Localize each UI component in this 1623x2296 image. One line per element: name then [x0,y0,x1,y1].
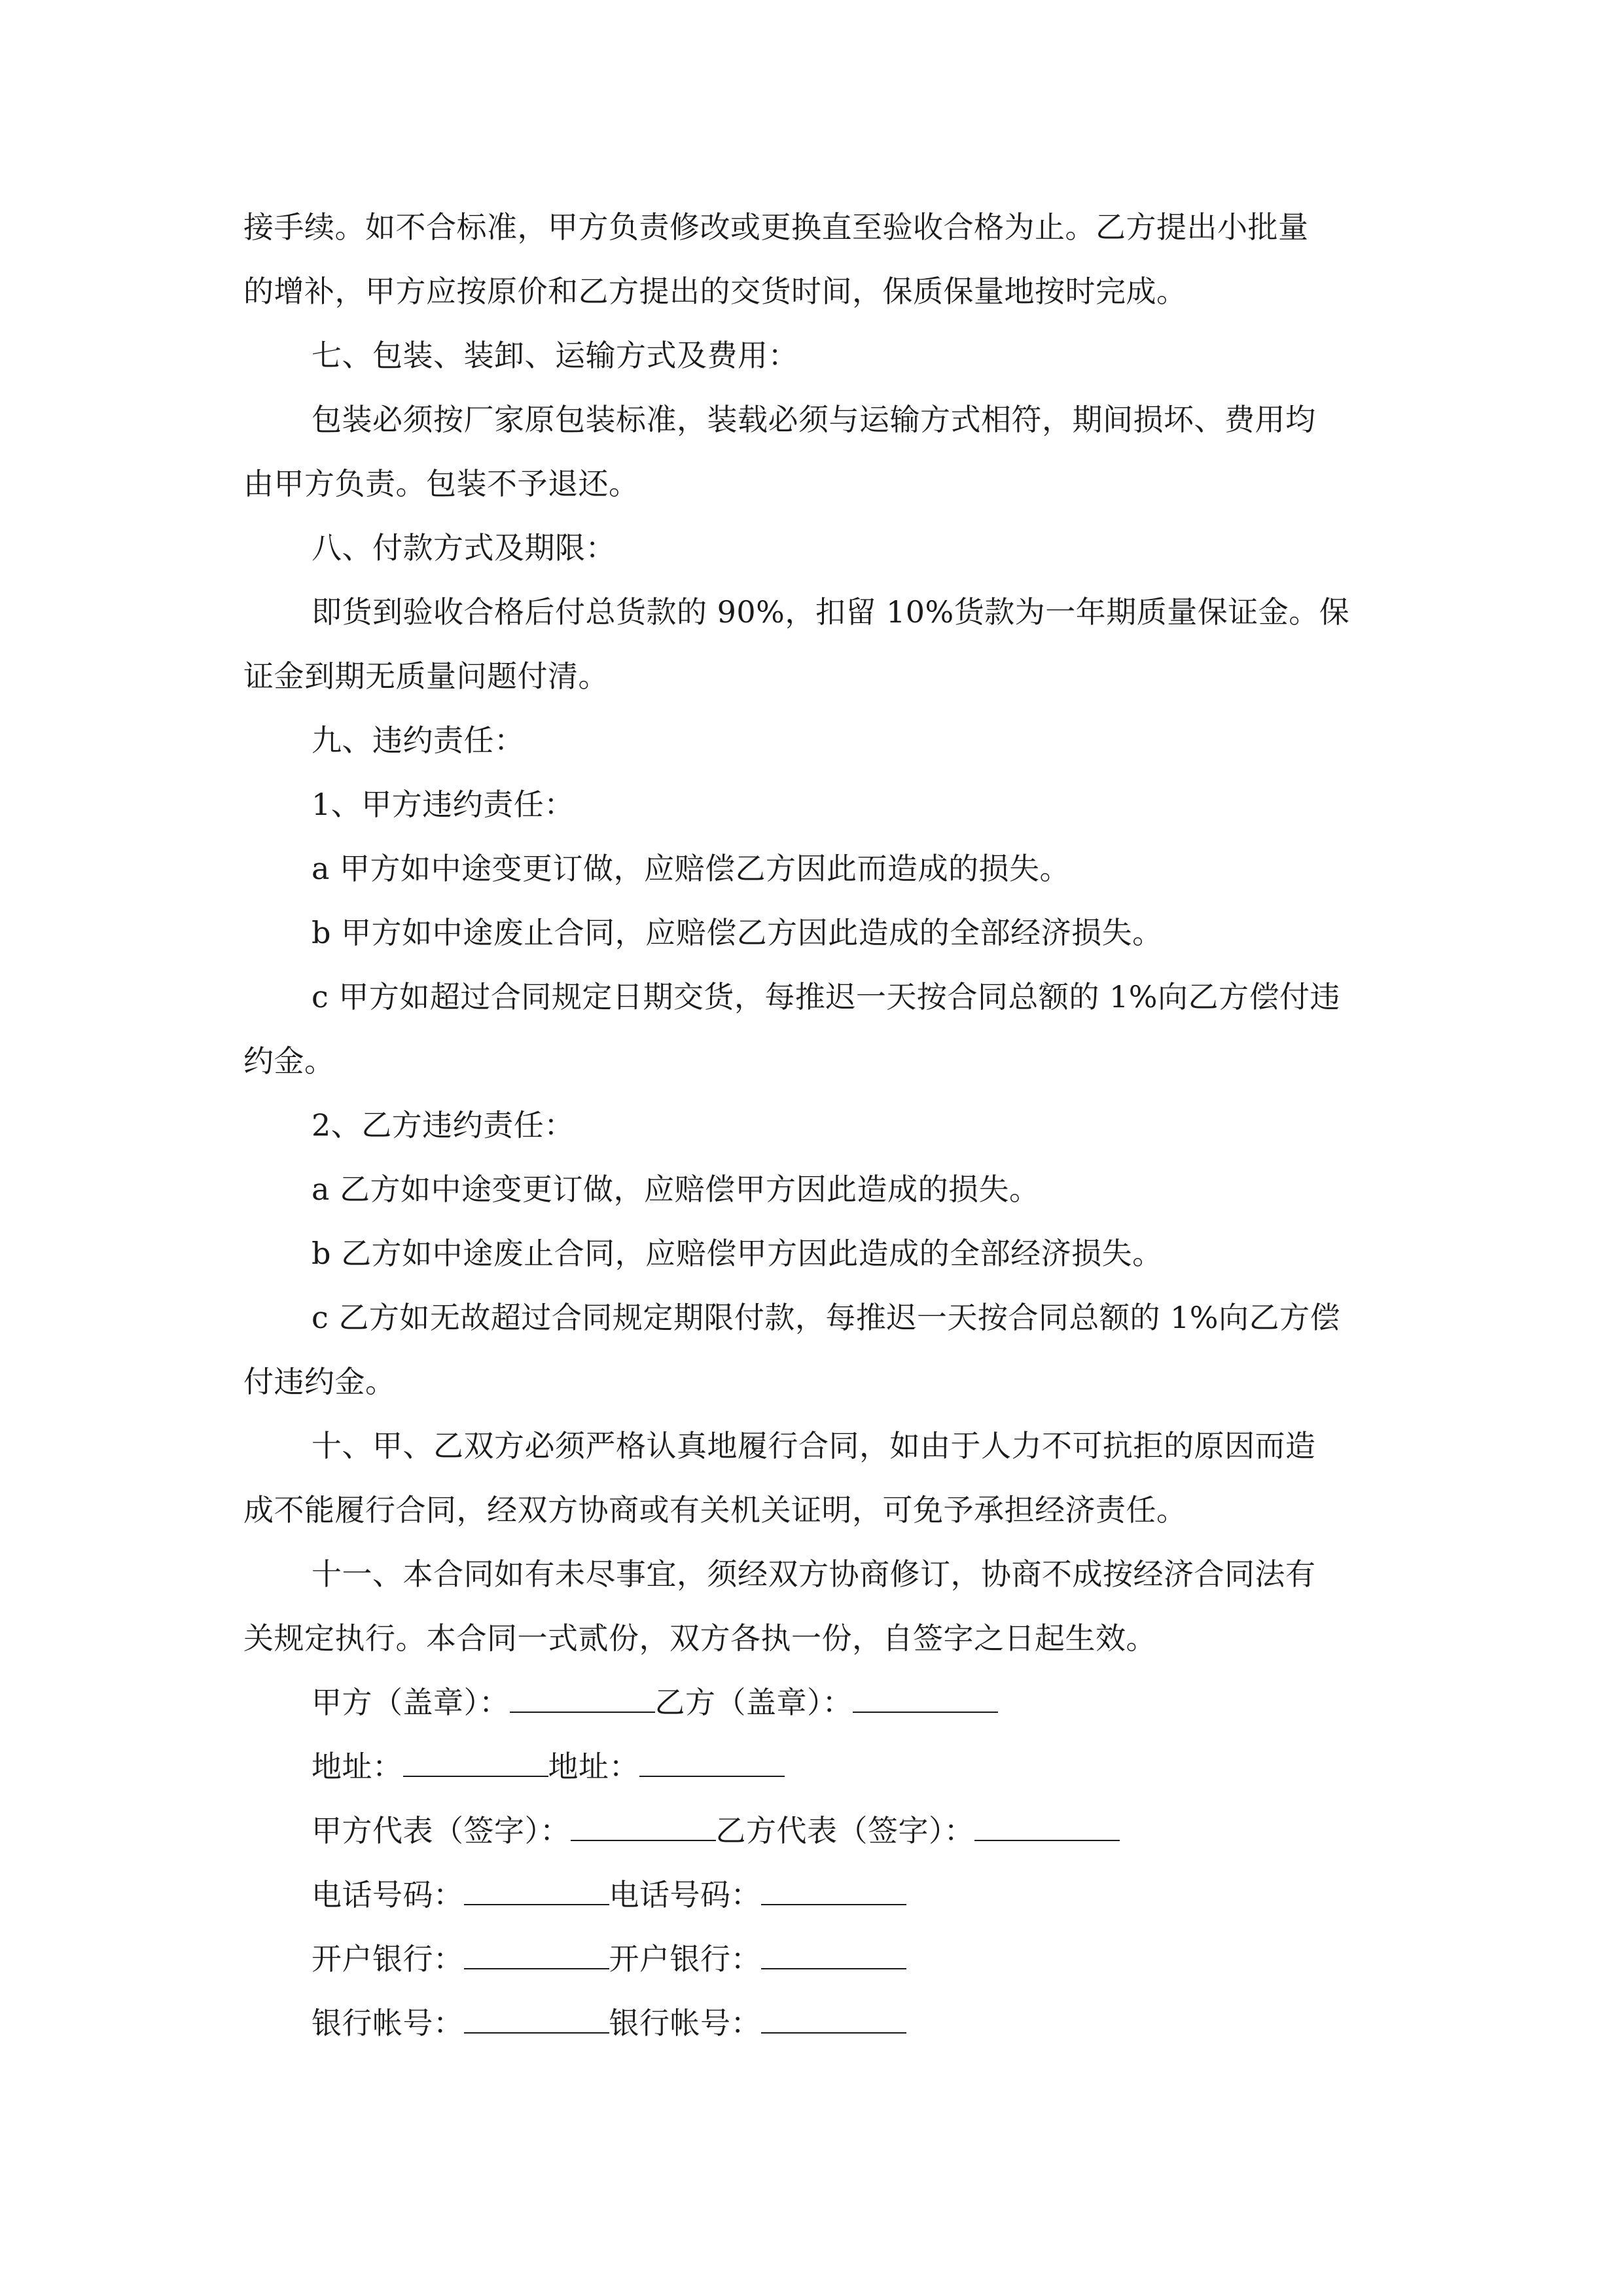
list-item: a 甲方如中途变更订做，应赔偿乙方因此而造成的损失。 [312,851,1071,886]
party-a-phone-blank [464,1878,609,1905]
party-a-address-blank [403,1749,548,1777]
paragraph-line: 由甲方负责。包装不予退还。 [243,466,639,501]
party-b-account-blank [761,2006,906,2034]
paragraph-line: 关规定执行。本合同一式贰份，双方各执一份，自签字之日起生效。 [243,1621,1156,1656]
signature-row-account [243,1991,1382,2055]
section-heading: 八、付款方式及期限： [312,530,616,565]
list-item: b 甲方如中途废止合同，应赔偿乙方因此造成的全部经济损失。 [312,915,1163,950]
list-item-continuation: 约金。 [243,1043,335,1079]
signature-row-seal [243,1670,1382,1734]
paragraph-line: 包装必须按厂家原包装标准，装载必须与运输方式相符，期间损坏、费用均 [312,402,1316,437]
party-b-rep-label: 乙方代表（签字）： [715,1813,974,1848]
party-a-seal-blank [510,1685,655,1713]
contract-page [243,195,1382,2055]
subsection-heading: 2、乙方违约责任： [312,1107,575,1143]
list-item-continuation: 付违约金。 [243,1364,396,1399]
paragraph-line: 接手续。如不合标准，甲方负责修改或更换直至验收合格为止。乙方提出小批量 [243,209,1309,245]
party-a-rep-label: 甲方代表（签字）： [312,1813,571,1848]
party-b-address-blank [639,1749,785,1777]
list-item: c 甲方如超过合同规定日期交货，每推迟一天按合同总额的 1%向乙方偿付违 [312,979,1340,1014]
party-a-address-label: 地址： [312,1749,403,1784]
paragraph-line: 十、甲、乙双方必须严格认真地履行合同，如由于人力不可抗拒的原因而造 [312,1428,1316,1463]
paragraph-line: 十一、本合同如有未尽事宜，须经双方协商修订，协商不成按经济合同法有 [312,1556,1316,1592]
signature-row-representative [243,1799,1382,1863]
party-b-rep-blank [974,1814,1120,1841]
subsection-heading: 1、甲方违约责任： [312,787,575,822]
party-b-address-label: 地址： [548,1749,639,1784]
section-heading: 九、违约责任： [312,723,525,758]
party-a-seal-label: 甲方（盖章）： [312,1685,510,1720]
signature-row-address [243,1734,1382,1799]
signature-row-phone [243,1863,1382,1927]
party-b-phone-blank [761,1878,906,1905]
party-a-bank-label: 开户银行： [312,1941,464,1977]
party-b-bank-blank [761,1942,906,1969]
party-b-bank-label: 开户银行： [609,1941,761,1977]
party-b-account-label: 银行帐号： [609,2005,761,2041]
party-b-seal-label: 乙方（盖章）： [654,1685,853,1720]
list-item: a 乙方如中途变更订做，应赔偿甲方因此造成的损失。 [312,1172,1040,1207]
party-b-phone-label: 电话号码： [609,1877,761,1912]
party-a-account-label: 银行帐号： [312,2005,464,2041]
section-heading: 七、包装、装卸、运输方式及费用： [312,338,798,373]
paragraph-line: 的增补，甲方应按原价和乙方提出的交货时间，保质保量地按时完成。 [243,274,1187,309]
list-item: b 乙方如中途废止合同，应赔偿甲方因此造成的全部经济损失。 [312,1236,1163,1271]
party-b-seal-blank [853,1685,998,1713]
party-a-account-blank [464,2006,609,2034]
party-a-bank-blank [464,1942,609,1969]
paragraph-line: 成不能履行合同，经双方协商或有关机关证明，可免予承担经济责任。 [243,1492,1187,1528]
paragraph-line: 证金到期无质量问题付清。 [243,658,609,694]
paragraph-line: 即货到验收合格后付总货款的 90%，扣留 10%货款为一年期质量保证金。保 [312,594,1350,630]
party-a-phone-label: 电话号码： [312,1877,464,1912]
signature-row-bank [243,1927,1382,1991]
list-item: c 乙方如无故超过合同规定期限付款，每推迟一天按合同总额的 1%向乙方偿 [312,1300,1340,1335]
party-a-rep-blank [571,1814,716,1841]
